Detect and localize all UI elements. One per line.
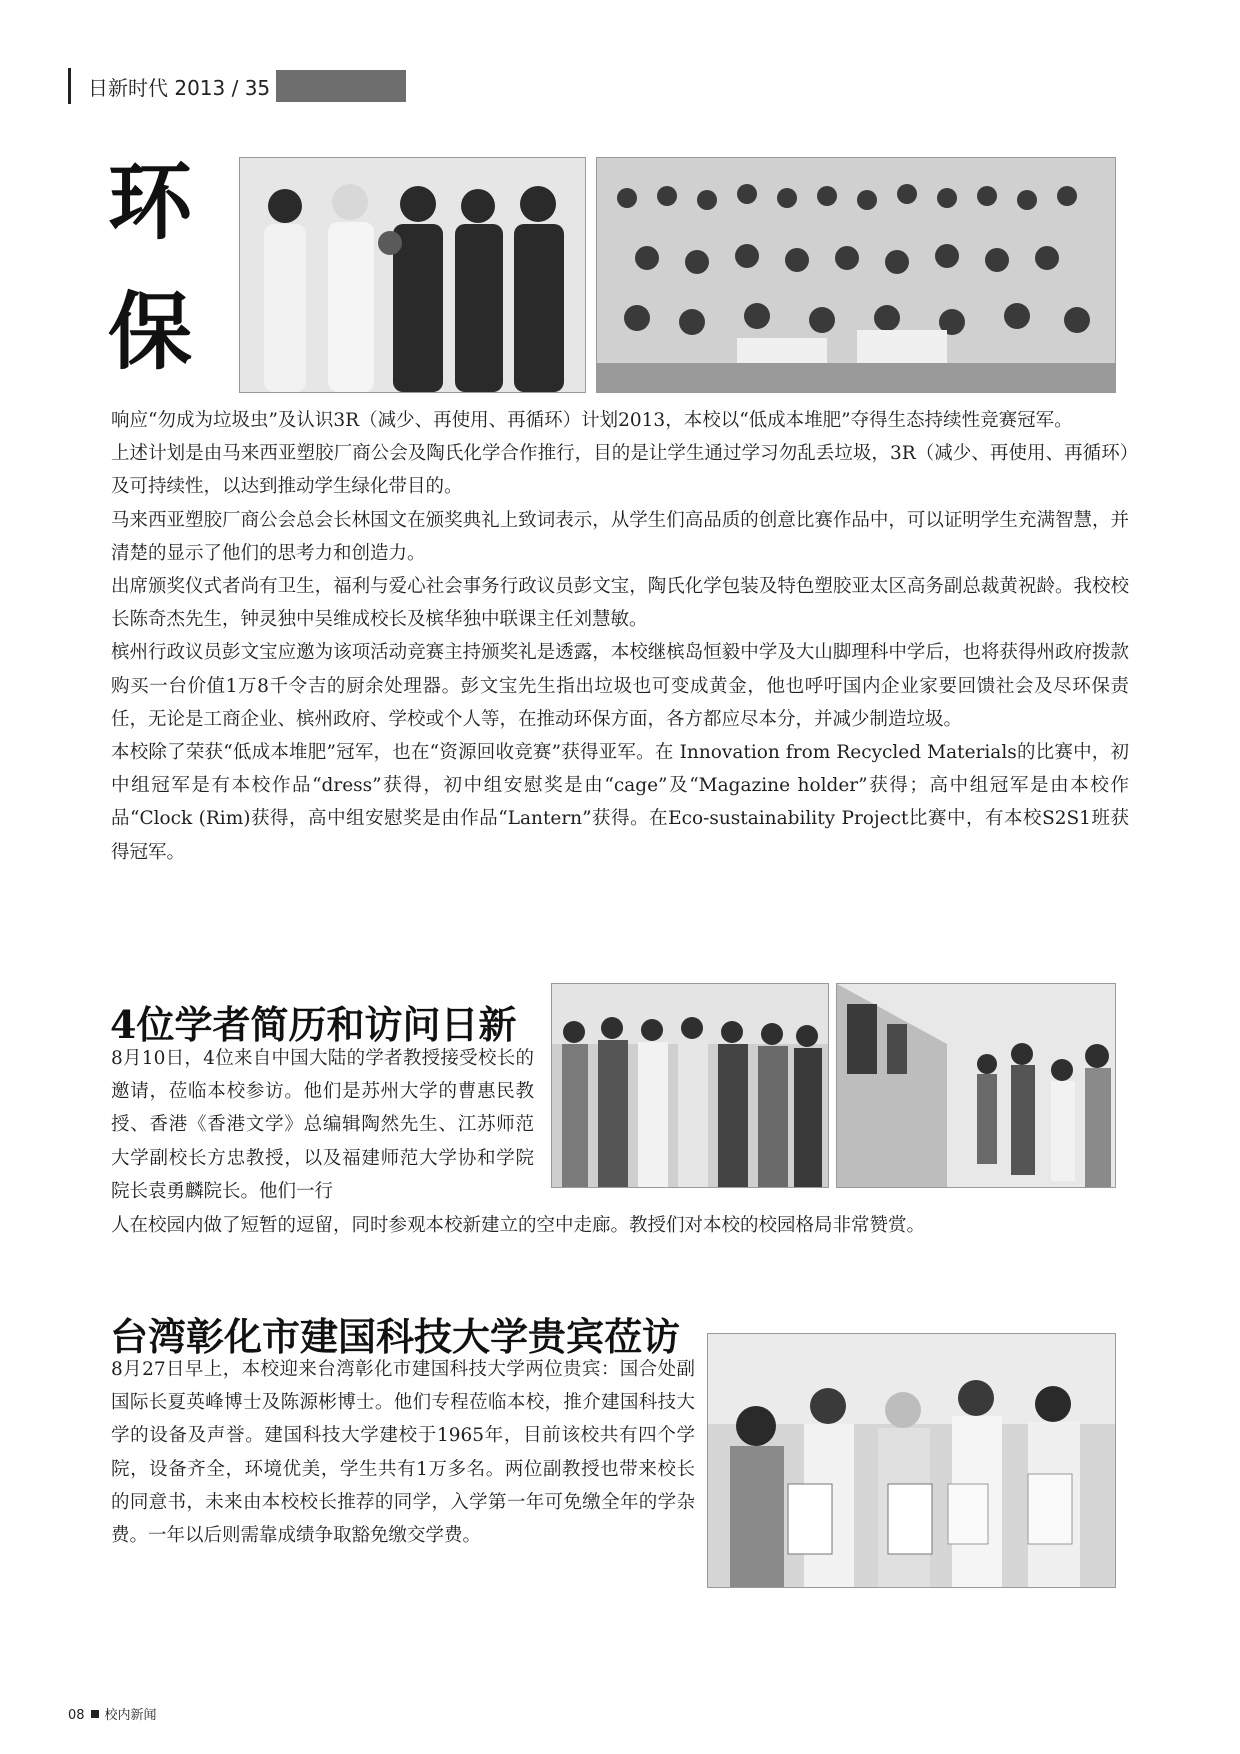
photo-corridor-visit (836, 983, 1116, 1188)
section1-paragraph: 响应“勿成为垃圾虫”及认识3R（减少、再使用、再循环）计划2013，本校以“低成本堆肥”夺得生态持续性竞赛冠军。 (111, 410, 1073, 431)
magazine-issue-title: 日新时代 2013 / 35 (88, 76, 271, 100)
section1-paragraph: 槟州行政议员彭文宝应邀为该项活动竞赛主持颁奖礼是透露，本校继槟岛恒毅中学及大山脚理科中学后，也将获得州政府拨款购买一台价值1万8千令吉的厨余处理器。彭文宝先生指出垃圾也可变成黄金，他也呼吁国内企业家要回馈社会及尽环保责任，无论是工商企业、槟州政府、学校或个人等，在推动环保方面，各方都应尽本分，并减少制造垃圾。 (111, 642, 1129, 730)
section1-title-char-2: 保 (108, 282, 193, 381)
section1-paragraph: 马来西亚塑胶厂商公会总会长林国文在颁奖典礼上致词表示，从学生们高品质的创意比赛作品中，可以证明学生充满智慧，并清楚的显示了他们的思考力和创造力。 (111, 509, 1129, 564)
section1-paragraph: 上述计划是由马来西亚塑胶厂商公会及陶氏化学合作推行，目的是让学生通过学习勿乱丢垃圾，3R（减少、再使用、再循环）及可持续性，以达到推动学生绿化带目的。 (111, 443, 1129, 498)
header-gray-block (276, 70, 406, 102)
page-number: 08 (68, 1708, 85, 1723)
section2-title: 4位学者简历和访问日新 (110, 1002, 517, 1047)
photo-taiwan-guests (707, 1333, 1116, 1588)
section1-body (111, 404, 1129, 869)
footer (68, 1704, 157, 1723)
section3-body: 8月27日早上，本校迎来台湾彰化市建国科技大学两位贵宾：国合处副国际长夏英峰博士及陈源彬博士。他们专程莅临本校，推介建国科技大学的设备及声誉。建国科技大学建校于1965年，目前该校共有四个学院，设备齐全，环境优美，学生共有1万多名。两位副教授也带来校长的同意书，未来由本校校长推荐的同学，入学第一年可免缴全年的学杂费。一年以后则需靠成绩争取豁免缴交学费。 (111, 1359, 695, 1547)
footer-square-icon (91, 1710, 99, 1718)
section1-title-char-1: 环 (108, 152, 193, 251)
section2-body-tail: 人在校园内做了短暂的逗留，同时参观本校新建立的空中走廊。教授们对本校的校园格局非常赞赏。 (111, 1215, 926, 1236)
header-rule (68, 68, 71, 104)
photo-scholars-group (551, 983, 829, 1188)
photo-award-officials (239, 157, 586, 393)
photo-students-group (596, 157, 1116, 393)
section1-paragraph: 本校除了荣获“低成本堆肥”冠军，也在“资源回收竞赛”获得亚军。在 Innovation from Recycled Materials的比赛中，初中组冠军是有本校作品“dress”获得，初中组安慰奖是由“cage”及“Magazine holder”获得；高中组冠军是由本校作品“Clock (Rim)获得，高中组安慰奖是由作品“Lantern”获得。在Eco-sustainability Project比赛中，有本校S2S1班获得冠军。 (111, 742, 1129, 863)
section3-title: 台湾彰化市建国科技大学贵宾莅访 (110, 1314, 681, 1359)
footer-section-name: 校内新闻 (104, 1708, 157, 1723)
section2-body-column: 8月10日，4位来自中国大陆的学者教授接受校长的邀请，莅临本校参访。他们是苏州大学的曹惠民教授、香港《香港文学》总编辑陶然先生、江苏师范大学副校长方忠教授，以及福建师范大学协和学院院长袁勇麟院长。他们一行 (111, 1048, 534, 1202)
section1-paragraph: 出席颁奖仪式者尚有卫生，福利与爱心社会事务行政议员彭文宝，陶氏化学包装及特色塑胶亚太区高务副总裁黄祝龄。我校校长陈奇杰先生，钟灵独中吴维成校长及槟华独中联课主任刘慧敏。 (111, 576, 1129, 631)
